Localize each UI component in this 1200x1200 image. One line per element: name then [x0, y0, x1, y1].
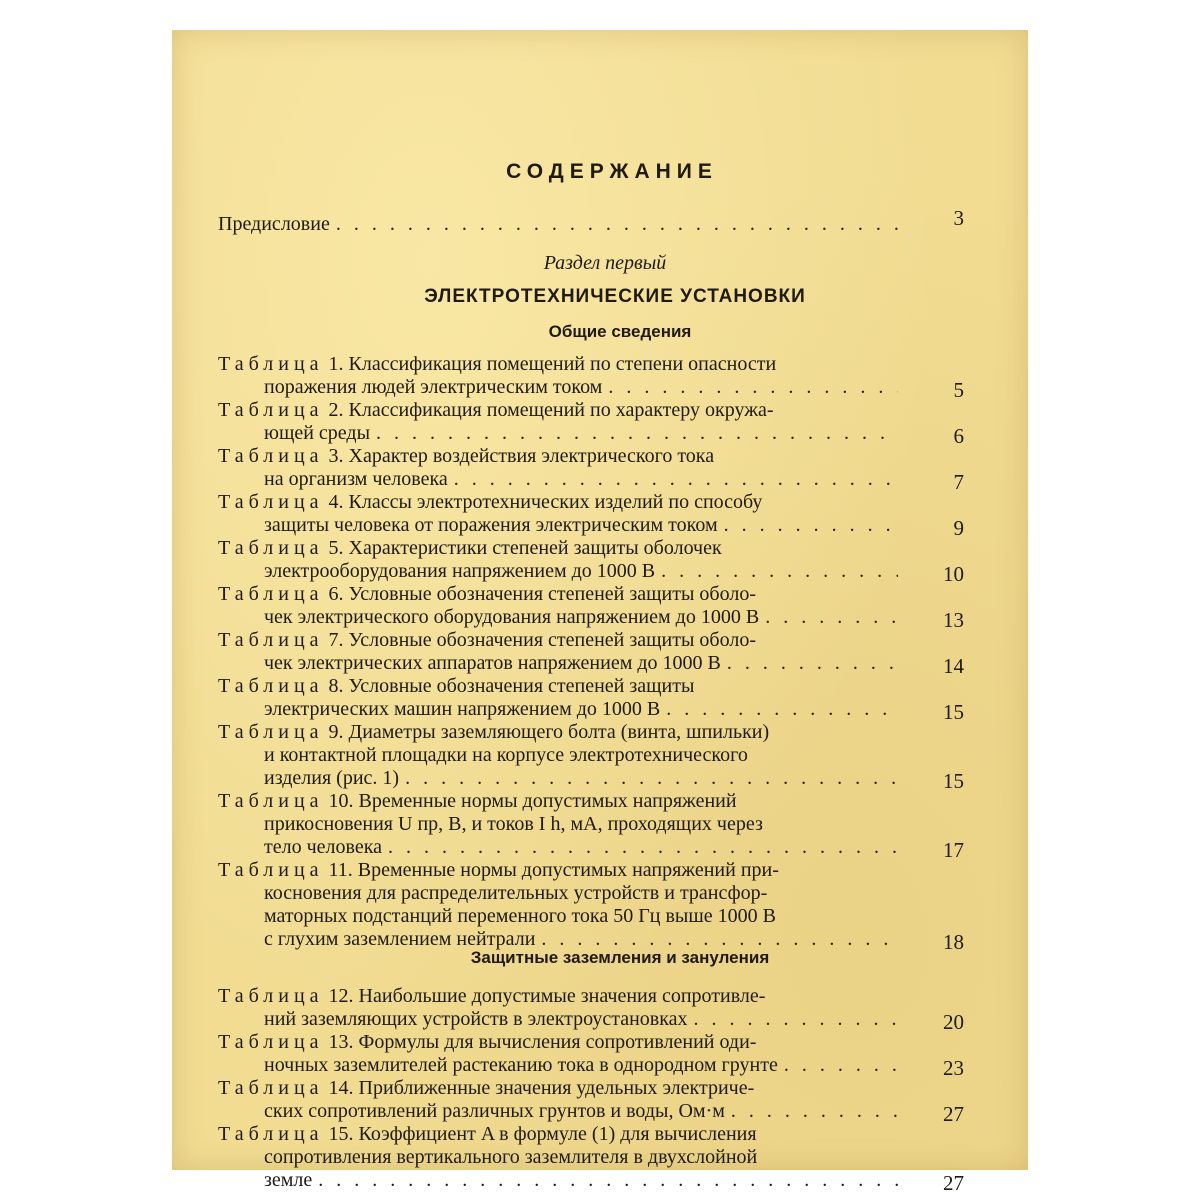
toc-entry-line: [218, 1100, 898, 1123]
entry-text: с глухим заземлением нейтрали: [264, 928, 536, 950]
dot-leader: [388, 836, 898, 859]
entry-text: изделия (рис. 1): [264, 767, 400, 789]
toc-entry-line: [218, 985, 898, 1008]
toc-entry: [218, 1077, 898, 1123]
entry-text: 13. Формулы для вычисления сопротивлений оди-: [328, 1031, 757, 1053]
entry-text: 11. Временные нормы допустимых напряжений при-: [328, 859, 779, 881]
toc-entry-line: [218, 744, 898, 767]
entry-text: косновения для распределительных устройств и трансфор-: [264, 882, 768, 904]
entry-word: Таблица: [218, 985, 324, 1007]
entry-text: 5. Характеристики степеней защиты оболочек: [328, 537, 722, 559]
dot-leader: [724, 514, 898, 537]
entry-text: 1. Классификация помещений по степени опасности: [328, 353, 777, 375]
toc-entry: [218, 445, 898, 491]
dot-leader: [318, 1169, 898, 1192]
entry-text: 2. Классификация помещений по характеру окружа-: [328, 399, 774, 421]
toc-entry-line: [218, 790, 898, 813]
page-number: 6: [953, 424, 964, 448]
toc-entry: [218, 675, 898, 721]
book-page: [172, 30, 1028, 1195]
entry-text: тело человека: [264, 836, 383, 858]
page-number: 17: [943, 838, 964, 862]
entry-text: и контактной площадки на корпусе электротехнического: [264, 744, 748, 766]
dot-leader: [694, 1008, 898, 1031]
section-heading: Общие сведения: [548, 322, 692, 341]
dot-leader: [731, 1100, 898, 1123]
entry-text: 8. Условные обозначения степеней защиты: [328, 675, 695, 697]
toc-entry: [218, 399, 898, 445]
entry-word: Таблица: [218, 445, 324, 467]
page-number: 15: [943, 769, 964, 793]
entry-text: ночных заземлителей растеканию тока в однородном грунте: [264, 1054, 778, 1076]
entry-word: Таблица: [218, 491, 324, 513]
toc-entry-line: [218, 353, 898, 376]
toc-entry-line: [218, 882, 898, 905]
entry-word: Таблица: [218, 1031, 324, 1053]
dot-leader: [727, 652, 898, 675]
toc-entry-line: [218, 859, 898, 882]
toc-entry-preface: [218, 212, 898, 236]
entry-word: Таблица: [218, 721, 324, 743]
entry-text: ских сопротивлений различных грунтов и воды, Ом·м: [264, 1100, 725, 1122]
entry-text: на организм человека: [264, 468, 448, 490]
section-heading: Защитные заземления и зануления: [470, 948, 770, 967]
toc-entry-line: [218, 468, 898, 491]
entry-text: 9. Диаметры заземляющего болта (винта, шпильки): [328, 721, 770, 743]
entry-text: защиты человека от поражения электрическим током: [264, 514, 718, 536]
toc-entry: [218, 985, 898, 1031]
page-number: 5: [953, 378, 964, 402]
entry-text: чек электрического оборудования напряжением до 1000 В: [264, 606, 760, 628]
entry-word: Таблица: [218, 399, 324, 421]
dot-leader: [765, 606, 898, 629]
part-heading: ЭЛЕКТРОТЕХНИЧЕСКИЕ УСТАНОВКИ: [424, 286, 806, 307]
entry-text: 6. Условные обозначения степеней защиты оболо-: [328, 583, 756, 605]
page-number: 18: [943, 930, 964, 954]
entry-word: Таблица: [218, 629, 324, 651]
page-number: 27: [943, 1102, 964, 1126]
toc-entry: [218, 790, 898, 859]
toc-entry-line: [218, 698, 898, 721]
entry-text: поражения людей электрическим током: [264, 376, 603, 398]
entry-word: Таблица: [218, 1077, 324, 1099]
entry-word: Таблица: [218, 537, 324, 559]
toc-entry-line: [218, 491, 898, 514]
entry-text: 15. Коэффициент A в формуле (1) для вычисления: [328, 1123, 757, 1145]
dot-leader: [336, 212, 898, 236]
page-title: СОДЕРЖАНИЕ: [506, 160, 718, 183]
toc-entry: [218, 491, 898, 537]
toc-entry-line: [218, 1169, 898, 1192]
entry-word: Таблица: [218, 583, 324, 605]
toc-entry-line: [218, 560, 898, 583]
toc-entry: [218, 859, 898, 951]
entry-text: 4. Классы электротехнических изделий по способу: [328, 491, 763, 513]
toc-entry: [218, 629, 898, 675]
toc-entry-line: [218, 652, 898, 675]
toc-entry: [218, 721, 898, 790]
toc-entry: [218, 353, 898, 399]
dot-leader: [666, 698, 898, 721]
toc-entry: [218, 583, 898, 629]
toc-entry: [218, 537, 898, 583]
toc-entry: [218, 1123, 898, 1192]
entry-text: чек электрических аппаратов напряжением до 1000 В: [264, 652, 721, 674]
dot-leader: [405, 767, 898, 790]
entry-text: ющей среды: [264, 422, 371, 444]
dot-leader: [454, 468, 898, 491]
page-number: 23: [943, 1056, 964, 1080]
entry-word: Таблица: [218, 790, 324, 812]
toc-entry-line: [218, 1077, 898, 1100]
toc-entry-line: [218, 422, 898, 445]
preface-label: Предисловие: [218, 213, 330, 235]
toc-entry-line: [218, 514, 898, 537]
page-number: 27: [943, 1171, 964, 1195]
dot-leader: [784, 1054, 898, 1077]
entry-word: Таблица: [218, 675, 324, 697]
entry-word: Таблица: [218, 859, 324, 881]
entry-text: 10. Временные нормы допустимых напряжений: [328, 790, 737, 812]
toc-entry-line: [218, 629, 898, 652]
entry-text: земле: [264, 1169, 313, 1191]
page-number: 15: [943, 700, 964, 724]
toc-entry-line: [218, 537, 898, 560]
page-number: 7: [953, 470, 964, 494]
toc-entry-line: [218, 905, 898, 928]
page-number: 13: [943, 608, 964, 632]
toc-entry-line: [218, 1123, 898, 1146]
toc-entry-line: [218, 399, 898, 422]
page-number: 14: [943, 654, 964, 678]
toc-entry-line: [218, 1146, 898, 1169]
toc-entry-line: [218, 606, 898, 629]
toc-entry-line: [218, 583, 898, 606]
toc-entry-line: [218, 675, 898, 698]
toc-entry-line: [218, 445, 898, 468]
page-number: 9: [953, 516, 964, 540]
dot-leader: [376, 422, 898, 445]
page-number: 3: [953, 206, 964, 230]
part-label: Раздел первый: [543, 252, 667, 274]
toc-entry-line: [218, 1008, 898, 1031]
entry-text: прикосновения U пр, В, и токов I h, мА, проходящих через: [264, 813, 763, 835]
entry-text: сопротивления вертикального заземлителя в двухслойной: [264, 1146, 758, 1168]
page-number: 10: [943, 562, 964, 586]
toc-entry-line: [218, 1031, 898, 1054]
toc-entry-line: [218, 721, 898, 744]
entry-text: электрических машин напряжением до 1000 В: [264, 698, 661, 720]
toc-entry-line: [218, 767, 898, 790]
dot-leader: [608, 376, 898, 399]
entry-text: 14. Приближенные значения удельных электриче-: [328, 1077, 755, 1099]
entry-word: Таблица: [218, 1123, 324, 1145]
page-number: 20: [943, 1010, 964, 1034]
entry-text: маторных подстанций переменного тока 50 Гц выше 1000 В: [264, 905, 776, 927]
entry-word: Таблица: [218, 353, 324, 375]
entry-text: 3. Характер воздействия электрического тока: [328, 445, 715, 467]
toc-entry-line: [218, 1054, 898, 1077]
toc-entry-line: [218, 836, 898, 859]
entry-text: 7. Условные обозначения степеней защиты оболо-: [328, 629, 756, 651]
entry-text: электрооборудования напряжением до 1000 В: [264, 560, 656, 582]
dot-leader: [661, 560, 898, 583]
toc-entry-line: [218, 376, 898, 399]
entry-text: 12. Наибольшие допустимые значения сопротивле-: [328, 985, 766, 1007]
toc-entry-line: [218, 813, 898, 836]
entry-text: ний заземляющих устройств в электроустановках: [264, 1008, 688, 1030]
toc-entry: [218, 1031, 898, 1077]
